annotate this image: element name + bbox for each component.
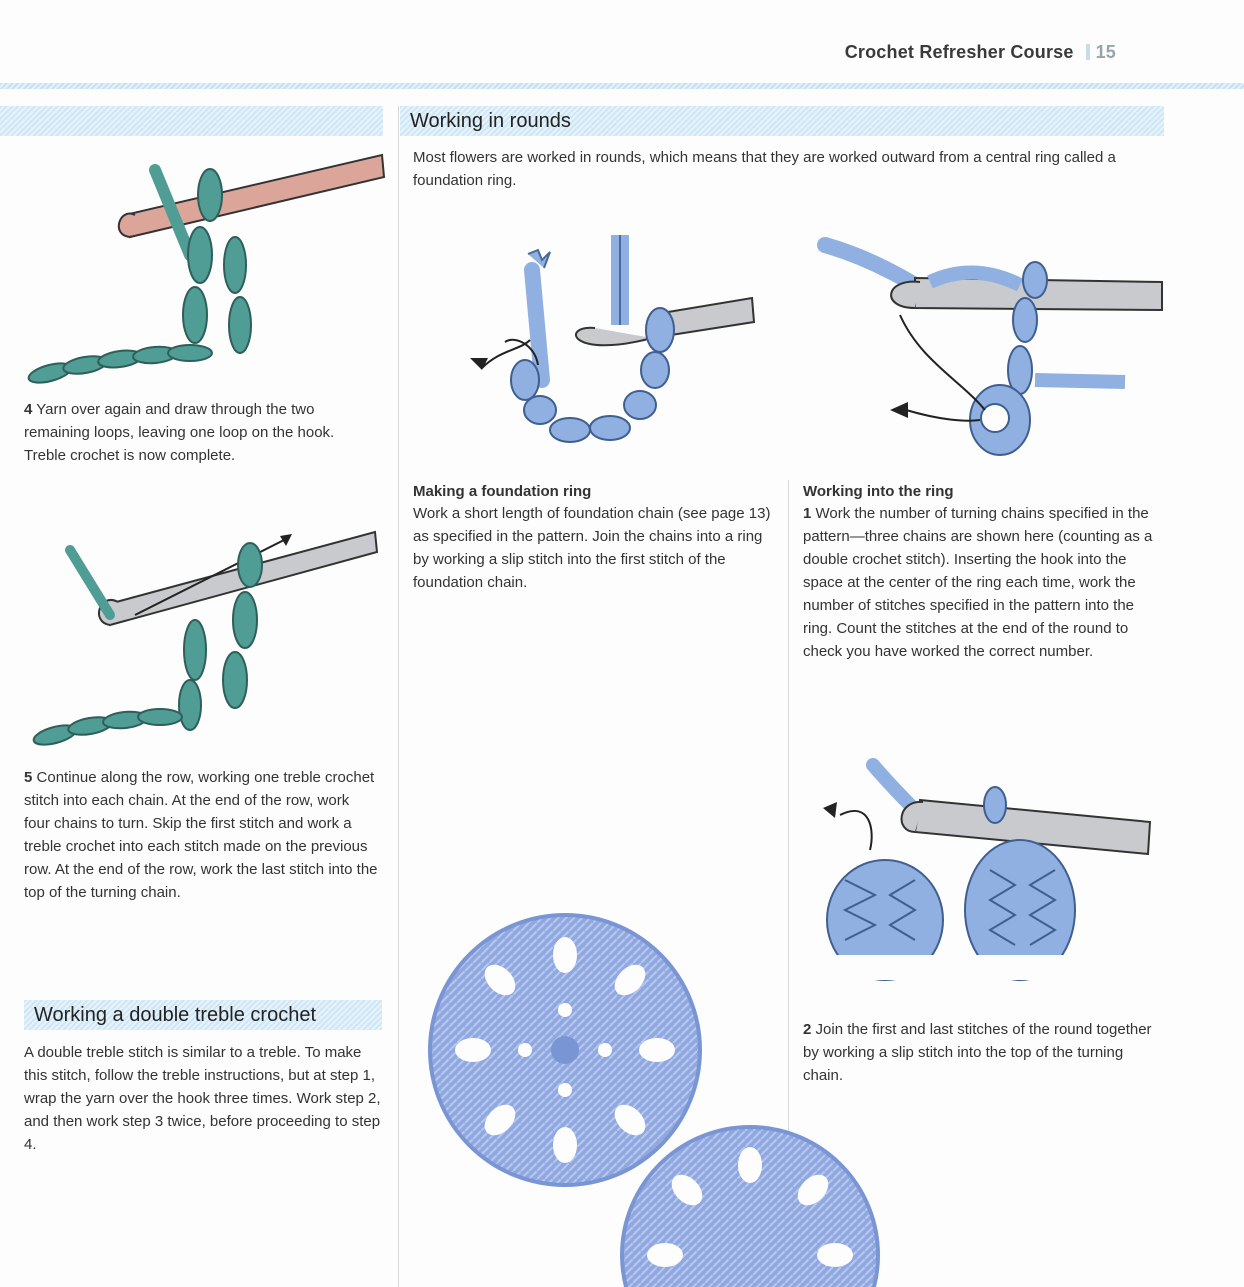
step4-body: Yarn over again and draw through the two remaining loops, leaving one loop on the hook. Treble crochet is now complete.: [24, 401, 335, 464]
doily-large: [622, 1127, 878, 1287]
working-into-ring-illustration: [820, 230, 1165, 470]
step5-text: [24, 766, 379, 904]
page-number: 15: [1095, 42, 1116, 62]
working-into-ring-body: [803, 502, 1165, 663]
column-divider-left: [398, 106, 399, 1287]
foundation-ring-body: Work a short length of foundation chain (see page 13) as specified in the pattern. Join the chains into a ring by working a slip stitch into the first stitch of the foundation chain.: [413, 505, 771, 591]
top-band: [0, 83, 1244, 89]
crochet-doily-photos: [425, 915, 875, 1287]
header-separator: [1086, 44, 1090, 60]
header-title: Crochet Refresher Course: [844, 42, 1074, 62]
working-into-ring-title: Working into the ring: [803, 483, 954, 500]
running-header: [845, 42, 1116, 63]
step4-number: 4: [24, 401, 33, 418]
double-treble-body: A double treble stitch is similar to a treble. To make this stitch, follow the treble instructions, but at step 1, wrap the yarn over the hook three times. Work step 2, and then work step 3 twice, before proceeding to step 4.: [24, 1044, 381, 1153]
doily-small: [430, 915, 700, 1185]
step5-body: Continue along the row, working one treble crochet stitch into each chain. At the end of the row, work four chains to turn. Skip the first stitch and work a treble crochet into each stitch made on the previous row. At the end of the row, work the last stitch into the top of the turning chain.: [24, 769, 378, 901]
double-treble-heading: Working a double treble crochet: [24, 1000, 382, 1030]
step4-text: [24, 398, 374, 467]
join-round-number: 2: [803, 1021, 812, 1038]
step5-number: 5: [24, 769, 33, 786]
join-round-body: Join the first and last stitches of the round together by working a slip stitch into the top of the turning chain.: [803, 1021, 1152, 1084]
treble-step4-illustration: [30, 145, 385, 390]
rounds-intro: Most flowers are worked in rounds, which means that they are worked outward from a central ring called a foundation ring.: [413, 149, 1116, 189]
foundation-ring-title: Making a foundation ring: [413, 483, 592, 500]
into-ring-step-number: 1: [803, 505, 812, 522]
treble-step5-illustration: [30, 520, 385, 760]
working-in-rounds-heading: Working in rounds: [400, 106, 1164, 136]
foundation-ring-illustration: [460, 230, 760, 470]
left-top-band: [0, 106, 383, 136]
into-ring-step-text: Work the number of turning chains specified in the pattern—three chains are shown here (counting as a double crochet stitch). Inserting the hook into the space at the center of the ring each time, work the number of stitches specified in the pattern into the ring. Count the stitches at the end of the round to check you have worked the correct number.: [803, 505, 1153, 660]
